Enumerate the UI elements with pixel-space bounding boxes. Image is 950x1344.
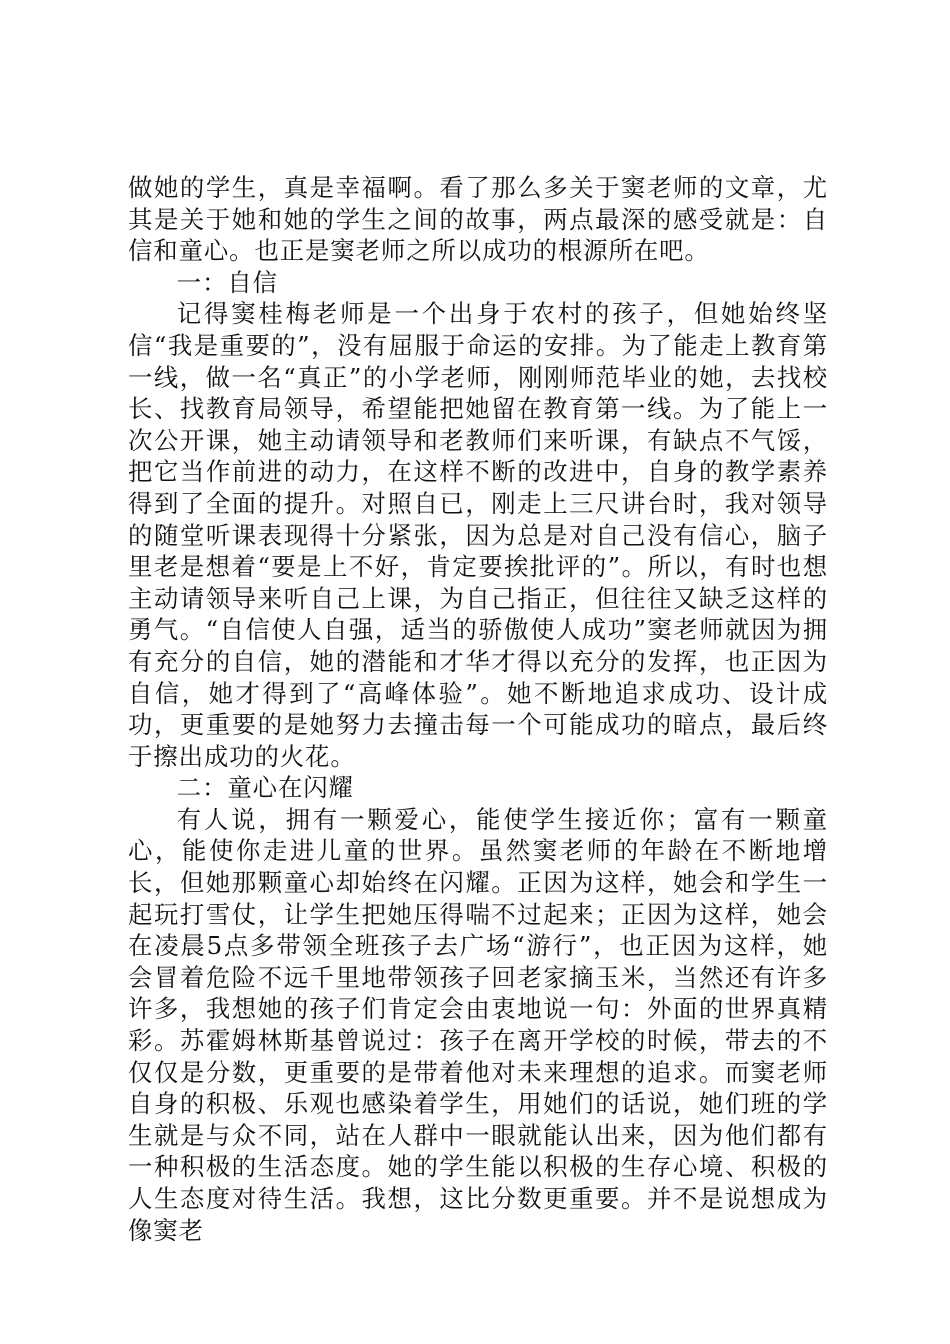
confidence-paragraph: 记得窦桂梅老师是一个出身于农村的孩子，但她始终坚信“我是重要的”，没有屈服于命运的安排。为了能走上教育第一线，做一名“真正”的小学老师，刚刚师范毕业的她，去找校长、找教育局领导，希望能把她留在教育第一线。为了能上一次公开课，她主动请领导和老教师们来听课，有缺点不气馁，把它当作前进的动力，在这样不断的改进中，自身的教学素养得到了全面的提升。对照自已，刚走上三尺讲台时，我对领导的随堂听课表现得十分紧张，因为总是对自己没有信心，脑子里老是想着“要是上不好，肯定要挨批评的”。所以，有时也想主动请领导来听自己上课，为自己指正，但往往又缺乏这样的勇气。“自信使人自强，适当的骄傲使人成功”窦老师就因为拥有充分的自信，她的潜能和才华才得以充分的发挥，也正因为自信，她才得到了“高峰体验”。她不断地追求成功、设计成功，更重要的是她努力去撞击每一个可能成功的暗点，最后终于擦出成功的火花。 [128, 299, 828, 771]
section-heading-confidence: 一：自信 [176, 267, 278, 297]
section-heading-childlike-heart: 二：童心在闪耀 [176, 773, 354, 803]
childlike-heart-paragraph: 有人说，拥有一颗爱心，能使学生接近你；富有一颗童心，能使你走进儿童的世界。虽然窦老师的年龄在不断地增长，但她那颗童心却始终在闪耀。正因为这样，她会和学生一起玩打雪仗，让学生把她压得喘不过起来；正因为这样，她会在凌晨5点多带领全班孩子去广场“游行”，也正因为这样，她会冒着危险不远千里地带领孩子回老家摘玉米，当然还有许多许多，我想她的孩子们肯定会由衷地说一句：外面的世界真精彩。苏霍姆林斯基曾说过：孩子在离开学校的时候，带去的不仅仅是分数，更重要的是带着他对未来理想的追求。而窦老师自身的积极、乐观也感染着学生，用她们的话说，她们班的学生就是与众不同，站在人群中一眼就能认出来，因为他们都有一种积极的生活态度。她的学生能以积极的生存心境、积极的人生态度对待生活。我想，这比分数更重要。并不是说想成为像窦老 [128, 804, 828, 1245]
document-body [128, 172, 828, 1246]
intro-paragraph: 做她的学生，真是幸福啊。看了那么多关于窦老师的文章，尤其是关于她和她的学生之间的故事，两点最深的感受就是：自信和童心。也正是窦老师之所以成功的根源所在吧。 [128, 173, 828, 266]
